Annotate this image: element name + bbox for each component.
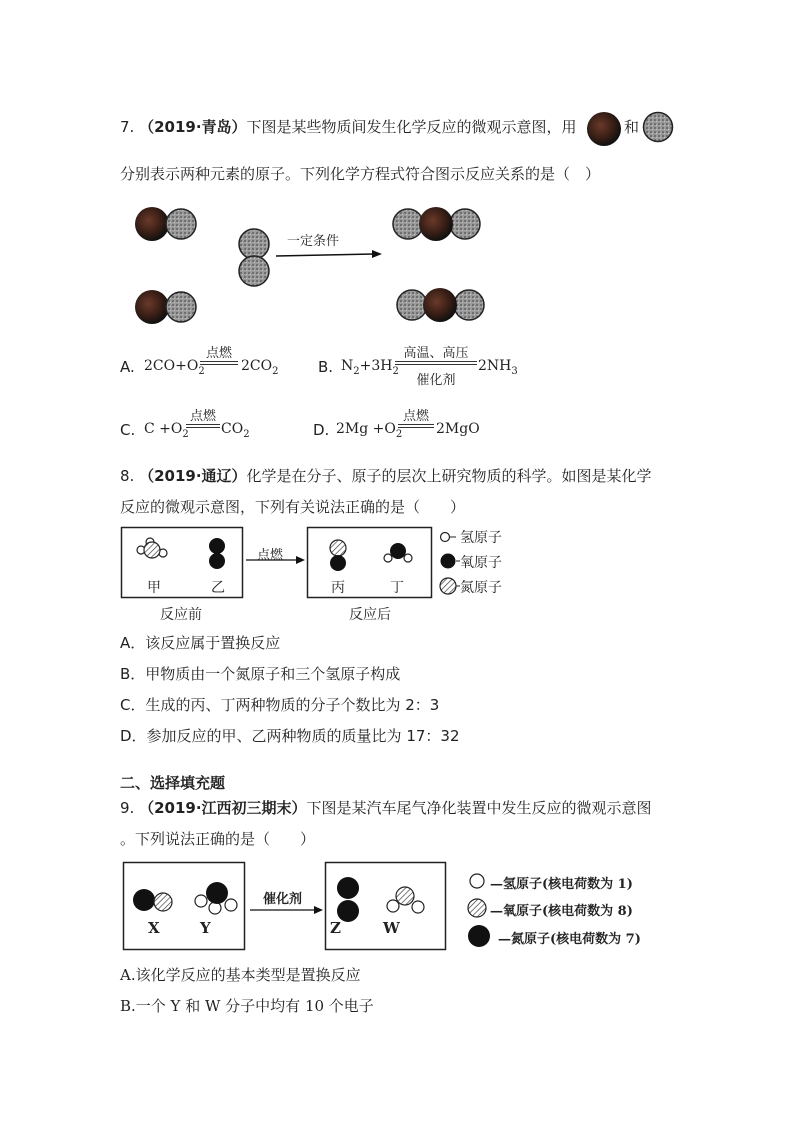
q8-legend-nitrogen: 氮原子: [460, 580, 502, 596]
q8-legend-hydrogen: 氢原子: [460, 530, 502, 546]
hydrogen-atom-icon: [470, 874, 484, 888]
q9-line1: [120, 798, 652, 818]
q7-option-c-rhs: $CO_2$: [221, 421, 250, 440]
dark-atom-icon: [586, 111, 622, 147]
q7-option-d-rhs: 2MgO: [436, 421, 480, 437]
q9-label-x: X: [148, 919, 160, 937]
q8-stem-part1: 化学是在分子、原子的层次上研究物质的科学。如图是某化学: [246, 467, 652, 485]
q9-number: 9.: [120, 799, 135, 817]
q8-option-c: C．生成的丙、丁两种物质的分子个数比为 2：3: [120, 696, 440, 714]
q7-option-b-equals: [395, 361, 477, 365]
nitrogen-atom-icon: [468, 925, 490, 947]
q7-option-d-label: D.: [313, 421, 330, 439]
q8-legend: [440, 533, 460, 595]
nitrogen-atom-icon: [440, 578, 456, 594]
section-title: 二、选择填充题: [120, 774, 226, 792]
q8-option-a: A．该反应属于置换反应: [120, 634, 281, 652]
q7-reactant-molecule-1: [135, 207, 196, 241]
q9-legend-nitrogen: —氮原子(核电荷数为 7): [498, 932, 641, 947]
q8-label-jia: 甲: [147, 580, 161, 596]
q8-line1: [120, 466, 652, 486]
q7-stem-part1: 下图是某些物质间发生化学反应的微观示意图，用: [246, 118, 577, 136]
q7-and: 和: [624, 118, 640, 136]
q7-option-b-rhs: $2NH_3$: [478, 358, 518, 377]
q9-legend-icons: [465, 872, 493, 952]
q9-option-b: B.一个 Y 和 W 分子中均有 10 个电子: [120, 997, 374, 1015]
grey-atom-icon: [642, 111, 674, 143]
q7-option-a-label: A.: [120, 358, 135, 376]
q9-label-w: W: [383, 919, 400, 937]
q9-source-tag: （2019·江西初三期末）: [139, 799, 307, 817]
q9-label-z: Z: [330, 919, 341, 937]
q7-option-c-equals: [186, 424, 220, 428]
q7-option-d-condition: 点燃: [402, 409, 429, 424]
q8-label-ding: 丁: [390, 580, 404, 596]
q8-source-tag: （2019·通辽）: [139, 467, 247, 485]
q9-option-a: A.该化学反应的基本类型是置换反应: [120, 966, 361, 984]
q7-option-c-condition: 点燃: [189, 409, 216, 424]
q9-label-y: Y: [200, 919, 211, 937]
q7-option-b-label: B.: [318, 358, 334, 376]
q7-product-molecule-2: [397, 288, 484, 322]
q8-stem-line2: 反应的微观示意图，下列有关说法正确的是（ ）: [120, 498, 466, 516]
q7-reactant-molecule-2: [135, 290, 196, 324]
q8-legend-oxygen: 氧原子: [460, 555, 502, 571]
q9-legend-oxygen: —氧原子(核电荷数为 8): [490, 904, 633, 919]
q8-label-bing: 丙: [331, 580, 345, 596]
q7-option-a-equals: [200, 361, 238, 365]
q7-arrow-label: 一定条件: [287, 234, 340, 249]
q7-product-molecule-1: [393, 207, 480, 241]
oxygen-atom-icon: [441, 554, 456, 569]
q7-reaction-diagram: [128, 200, 498, 335]
q8-number: 8.: [120, 467, 135, 485]
q7-option-b-condition-bottom: 催化剂: [416, 373, 456, 388]
q7-option-a-rhs: $2CO_2$: [241, 358, 279, 377]
hydrogen-atom-icon: [441, 533, 450, 542]
q7-option-b-condition-top: 高温、高压: [403, 346, 469, 361]
q8-after-box: [308, 528, 432, 598]
q9-legend-hydrogen: —氢原子(核电荷数为 1): [490, 877, 633, 892]
q7-source-tag: （2019·青岛）: [139, 118, 247, 136]
q8-arrow-label: 点燃: [257, 548, 284, 563]
q9-arrow-label: 催化剂: [263, 892, 303, 907]
q8-option-d: D．参加反应的甲、乙两种物质的质量比为 17：32: [120, 727, 460, 745]
q7-stem-line2: 分别表示两种元素的原子。下列化学方程式符合图示反应关系的是（ ）: [120, 165, 601, 183]
q7-option-a-condition: 点燃: [205, 346, 232, 361]
q7-line1: [120, 117, 577, 137]
q7-option-c-label: C.: [120, 421, 136, 439]
q7-option-b-lhs: $N_2+3H_2$: [341, 358, 399, 377]
oxygen-atom-icon: [468, 899, 486, 917]
q9-stem-part1: 下图是某汽车尾气净化装置中发生反应的微观示意图: [306, 799, 652, 817]
q8-before-label: 反应前: [160, 607, 202, 623]
q7-option-a-lhs: $2CO+O_2$: [144, 358, 205, 377]
q9-stem-line2: 。下列说法正确的是（ ）: [120, 830, 316, 848]
q7-diatomic-molecule: [239, 229, 269, 286]
q8-label-yi: 乙: [211, 580, 225, 596]
q7-arrow: [276, 254, 374, 256]
q8-option-b: B．甲物质由一个氮原子和三个氢原子构成: [120, 665, 401, 683]
q7-option-d-equals: [398, 424, 434, 428]
q7-option-d-lhs: $2Mg +O_2$: [336, 421, 403, 440]
q7-option-c-lhs: $C +O_2$: [144, 421, 189, 440]
q7-number: 7.: [120, 118, 135, 136]
q8-after-label: 反应后: [349, 607, 391, 623]
